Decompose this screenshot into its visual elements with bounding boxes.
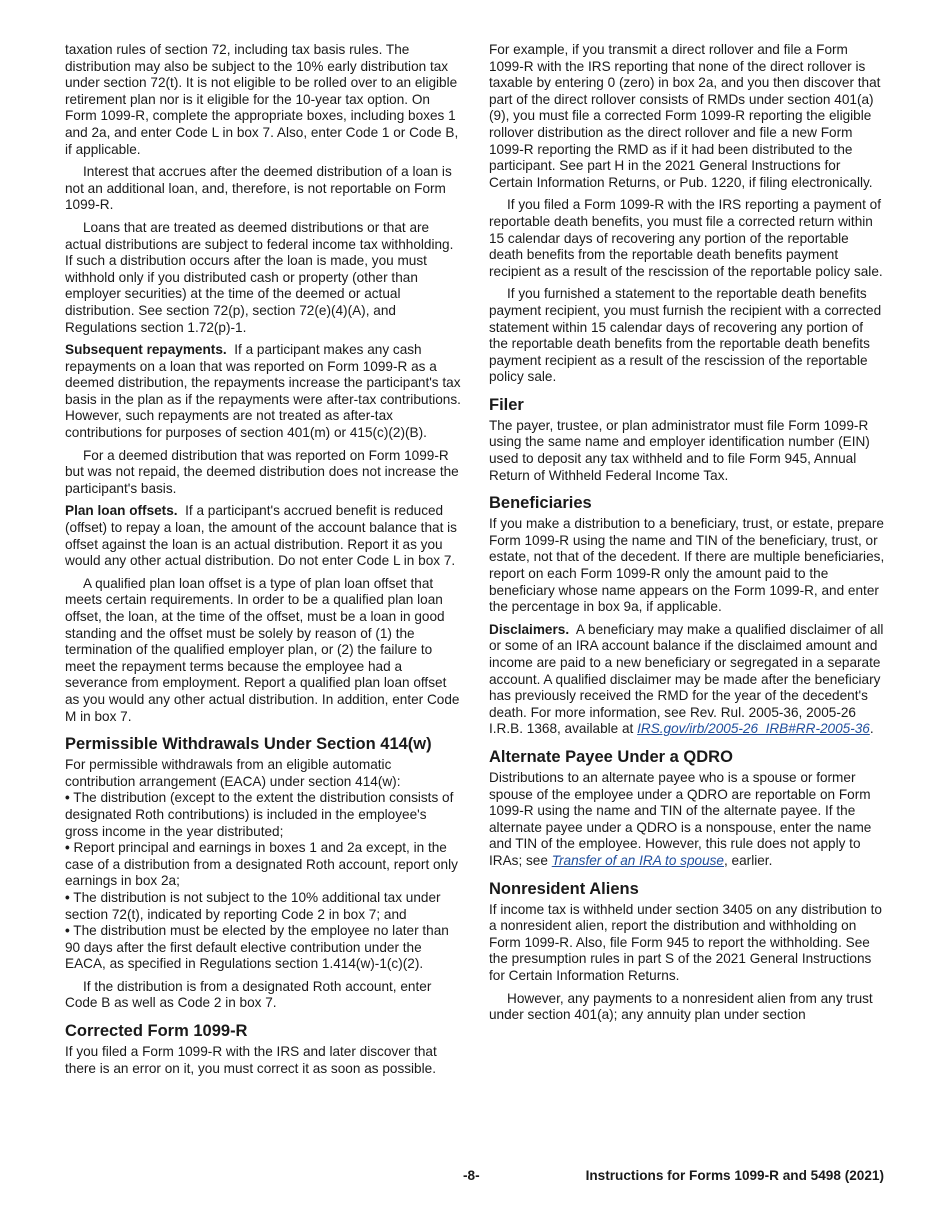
paragraph: A qualified plan loan offset is a type of plan loan offset that meets certain requirements. In order to be a qualified plan loan offset, the loan, at the time of the offset, must be a loan in good standing and the offset must be solely by reason of (1) the termination of the qualified employer plan, or (2) the failure to meet the repayment terms because the employee had a severance from employment. Report a qualified plan loan offset as you would any other actual distribution. In addition, enter Code M in box 7.: [65, 575, 460, 724]
list-item-text: Report principal and earnings in boxes 1 and 2a except, in the case of a distribution from a designated Roth account, report only earnings in box 2a;: [65, 840, 458, 889]
section-heading-beneficiaries: Beneficiaries: [489, 494, 592, 513]
left-column: [65, 42, 463, 1083]
list-item: [65, 840, 463, 890]
paragraph-text: , earlier.: [724, 852, 773, 868]
paragraph-text: If a participant's accrued benefit is reduced (offset) to repay a loan, the amount of the account balance that is offset against the loan is an actual distribution. Report it as you would any other actual distribution. Do not enter Code L in box 7.: [65, 503, 457, 569]
section-heading-nonresident-aliens: Nonresident Aliens: [489, 879, 639, 898]
plan-loan-offsets-paragraph: [65, 503, 463, 569]
paragraph: If income tax is withheld under section 3405 on any distribution to a nonresident alien, report the distribution and withholding on Form 1099-R. Also, file Form 945 to report the withholding. See the presumption rules in part S of the 2021 General Instructions for Certain Information Returns.: [489, 901, 882, 983]
bullet-list: [65, 790, 463, 973]
bullet-icon: •: [65, 840, 70, 856]
right-column: [489, 42, 885, 1030]
paragraph: If you make a distribution to a beneficiary, trust, or estate, prepare Form 1099-R using the name and TIN of the beneficiary, trust, or estate, not that of the decedent. If there are multiple beneficiaries, report on each Form 1099-R only the amount paid to the beneficiary whose name appears on the Form 1099-R, and enter the percentage in box 9a, if applicable.: [489, 516, 885, 615]
paragraph: taxation rules of section 72, including tax basis rules. The distribution may also be subject to the 10% early distribution tax under section 72(t). It is not eligible to be rolled over to an eligible retirement plan nor is it eligible for the 10-year tax option. On Form 1099-R, complete the appropriate boxes, including boxes 1 and 2a, and enter Code L in box 7. Also, enter Code 1 or Code B, if applicable.: [65, 42, 459, 157]
document-title: Instructions for Forms 1099-R and 5498 (2021): [585, 1168, 884, 1183]
bullet-icon: •: [65, 790, 70, 806]
section-heading-corrected-form: Corrected Form 1099-R: [65, 1022, 248, 1041]
run-in-heading: Disclaimers.: [489, 621, 570, 637]
paragraph: If you filed a Form 1099-R with the IRS and later discover that there is an error on it, you must correct it as soon as possible.: [65, 1044, 437, 1076]
paragraph: However, any payments to a nonresident alien from any trust under section 401(a); any annuity plan under section: [489, 990, 873, 1023]
transfer-ira-link[interactable]: Transfer of an IRA to spouse: [551, 852, 724, 868]
bullet-icon: •: [65, 889, 70, 905]
paragraph: Loans that are treated as deemed distributions or that are actual distributions are subject to federal income tax withholding. If such a distribution occurs after the loan is made, you must withhold only if you distributed cash or property (other than employer securities) at the time of the deemed or actual distribution. See section 72(p), section 72(e)(4)(A), and Regulations section 1.72(p)-1.: [65, 219, 454, 335]
paragraph: For permissible withdrawals from an eligible automatic contribution arrangement (EACA) under section 414(w):: [65, 757, 401, 789]
bullet-icon: •: [65, 923, 70, 939]
paragraph-text: If a participant makes any cash repayments on a loan that was reported on Form 1099-R as a deemed distribution, the repayments increase the participant's tax basis in the plan as if the repayments were after-tax contributions. However, such repayments are not treated as after-tax contributions for purposes of section 401(m) or 415(c)(2)(B).: [65, 342, 461, 441]
page-number: -8-: [463, 1168, 480, 1183]
subsequent-repayments-paragraph: [65, 342, 463, 442]
run-in-heading: Subsequent repayments.: [65, 342, 227, 358]
disclaimers-paragraph: Disclaimers. A beneficiary may make a qualified disclaimer of all or some of an IRA account balance if the disclaimed amount and income are paid to a new beneficiary or segregated in a separate account. A qualified disclaimer may be made after the beneficiary has previously received the RMD for the year of the decedent's death. For more information, see Rev. Rul. 2005-36, 2005-26 I.R.B. 1368, available at IRS.gov/irb/2005-26_IRB#RR-2005-36.: [489, 621, 884, 737]
paragraph-text: A beneficiary may make a qualified disclaimer of all or some of an IRA account balance if the disclaimed amount and income are paid to a new beneficiary or segregated in a separate account. A qualified disclaimer may be made after the beneficiary has previously received the RMD for the year of the decedent's death. For more information, see Rev. Rul. 2005-36, 2005-26 I.R.B. 1368, available at: [489, 621, 884, 737]
paragraph: If you filed a Form 1099-R with the IRS reporting a payment of reportable death benefits, you must file a corrected return within 15 calendar days of recovering any portion of the reportable death benefits from the reportable death benefits payment recipient as a result of the rescission of the reportable policy sale.: [489, 197, 883, 279]
paragraph: For a deemed distribution that was reported on Form 1099-R but was not repaid, the deemed distribution does not increase the participant's basis.: [65, 447, 459, 496]
paragraph: Interest that accrues after the deemed distribution of a loan is not an additional loan, and, therefore, is not reportable on Form 1099-R.: [65, 164, 452, 213]
section-heading-filer: Filer: [489, 395, 524, 414]
paragraph: If the distribution is from a designated Roth account, enter Code B as well as Code 2 in box 7.: [65, 978, 432, 1011]
list-item: [65, 890, 463, 923]
list-item-text: The distribution is not subject to the 10% additional tax under section 72(t), indicated by reporting Code 2 in box 7; and: [65, 889, 441, 922]
run-in-heading: Plan loan offsets.: [65, 503, 178, 519]
section-heading-qdro: Alternate Payee Under a QDRO: [489, 747, 733, 766]
qdro-paragraph: [489, 770, 885, 870]
list-item: [65, 923, 463, 973]
paragraph: The payer, trustee, or plan administrator must file Form 1099-R using the same name and employer identification number (EIN) used to deposit any tax withheld and to file Form 945, Annual Return of Withheld Federal Income Tax.: [489, 417, 870, 483]
paragraph: If you furnished a statement to the reportable death benefits payment recipient, you must furnish the recipient with a corrected statement within 15 calendar days of recovering any portion of the reportable death benefits from the reportable death benefits payment recipient as a result of the rescission of the reportable policy sale.: [489, 286, 882, 385]
list-item-text: The distribution (except to the extent the distribution consists of designated Roth contributions) is included in the employee's gross income in the year distributed;: [65, 790, 454, 839]
list-item-text: The distribution must be elected by the employee no later than 90 days after the first default elective contribution under the EACA, as specified in Regulations section 1.414(w)-1(c)(2).: [65, 923, 449, 972]
list-item: [65, 790, 463, 840]
paragraph: For example, if you transmit a direct rollover and file a Form 1099-R with the IRS reporting that none of the direct rollover is taxable by entering 0 (zero) in box 2a, and you then discover that part of the direct rollover consists of RMDs under section 401(a)(9), you must file a corrected Form 1099-R reporting the eligible rollover distribution as the direct rollover and file a new Form 1099-R reporting the RMD as if it had been distributed to the participant. See part H in the 2021 General Instructions for Certain Information Returns, or Pub. 1220, if filing electronically.: [489, 42, 881, 190]
section-heading-permissible-withdrawals: Permissible Withdrawals Under Section 414(w): [65, 735, 432, 754]
irb-link[interactable]: IRS.gov/irb/2005-26_IRB#RR-2005-36: [637, 721, 870, 737]
paragraph-text: Distributions to an alternate payee who is a spouse or former spouse of the employee under a QDRO are reportable on Form 1099-R using the name and TIN of the alternate payee. If the alternate payee under a QDRO is a nonspouse, enter the name and TIN of the employee. However, this rule does not apply to IRAs; see: [489, 769, 872, 868]
